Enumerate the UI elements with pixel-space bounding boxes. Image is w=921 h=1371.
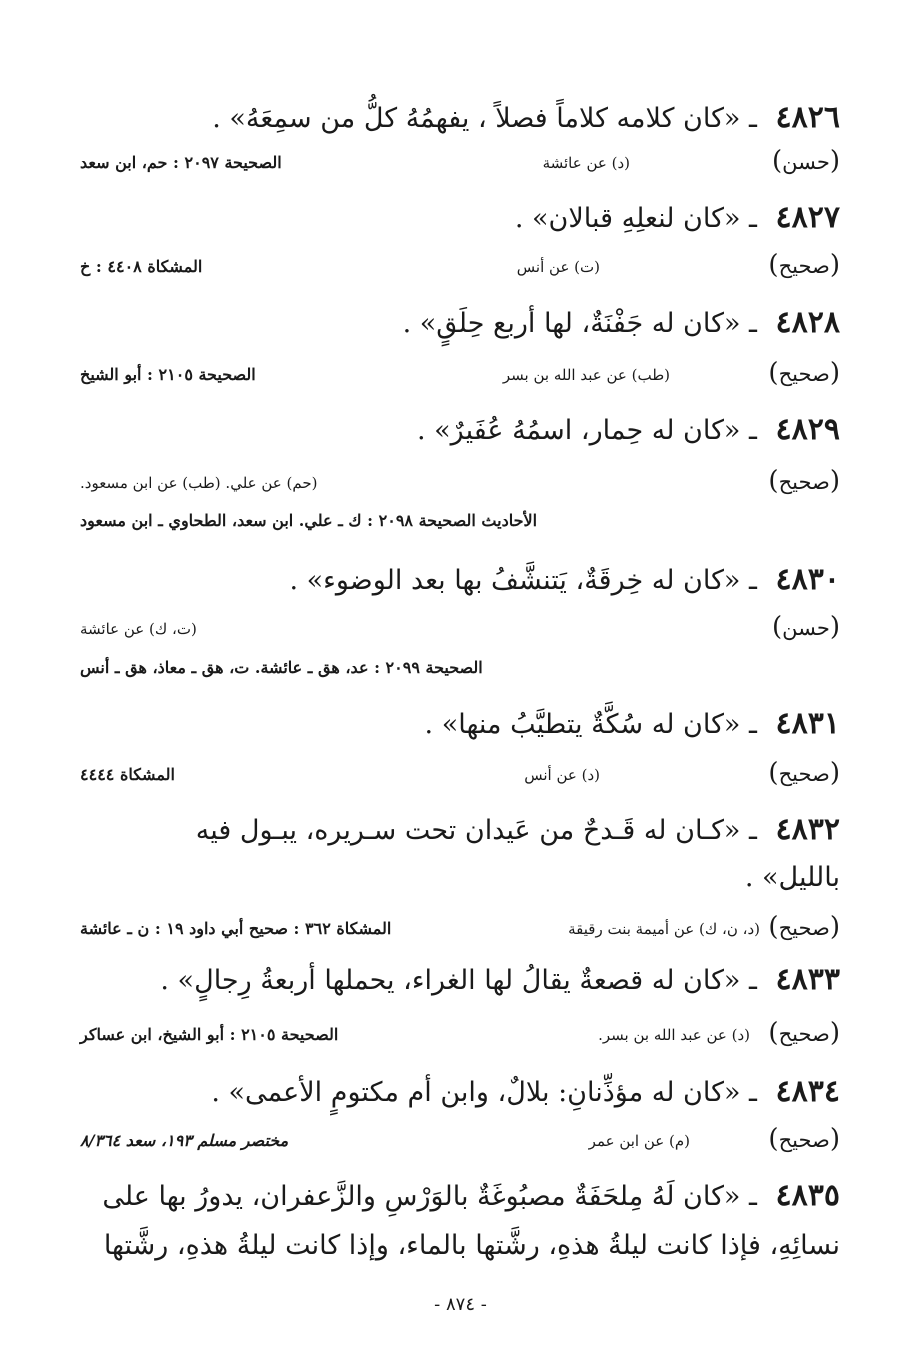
hadith-matn: ـ «كان له قصعةٌ يقالُ لها الغراء، يحملها أربعةُ رِجالٍ» . [160, 965, 757, 996]
hadith-number: ٤٨٣٠ [775, 562, 840, 597]
reference-line-4830 [80, 653, 840, 683]
hadith-matn: ـ «كان له سُكَّةٌ يتطيَّبُ منها» . [424, 709, 757, 740]
grade-label: (حسن) [771, 146, 840, 176]
grade-text: صحيح [778, 362, 830, 386]
source-text: (ت، ك) عن عائشة [80, 620, 197, 638]
reference-text: الصحيحة ٢١٠٥ : أبو الشيخ، ابن عساكر [80, 1025, 339, 1044]
hadith-text-4827 [80, 200, 840, 237]
reference-line-4829 [80, 506, 840, 536]
reference-text: المشكاة ٤٤٠٨ : خ [80, 257, 203, 276]
hadith-text-4832 [80, 812, 840, 849]
reference-text: المشكاة ٤٤٤٤ [80, 765, 175, 784]
grade-text: صحيح [778, 1022, 830, 1046]
hadith-text-4830 [80, 562, 840, 599]
grade-text: صحيح [778, 762, 830, 786]
grade-line-4833 [80, 1020, 840, 1050]
reference-text: الصحيحة ٢٠٩٩ : عد، هق ـ عائشة. ت، هق ـ معاذ، هق ـ أنس [80, 658, 483, 677]
grade-label: (صحيح) [768, 758, 840, 788]
hadith-matn: ـ «كان له خِرقَةٌ، يَتنشَّفُ بها بعد الوضوء» . [289, 565, 757, 596]
hadith-number: ٤٨٣٤ [775, 1074, 840, 1109]
grade-label: (صحيح) [768, 1124, 840, 1154]
hadith-number: ٤٨٣١ [775, 706, 840, 741]
hadith-matn-continued: بالليل» . [744, 862, 840, 893]
hadith-text-4832-cont [80, 860, 840, 896]
hadith-matn: ـ «كان له مؤذِّنانِ: بلالٌ، وابن أم مكتومٍ الأعمى» . [211, 1077, 757, 1108]
hadith-number: ٤٨٢٨ [775, 305, 840, 340]
hadith-matn: ـ «كان له جَفْنَةٌ، لها أربع حِلَقٍ» . [402, 308, 757, 339]
hadith-matn: ـ «كان لنعلِهِ قبالان» . [514, 203, 757, 234]
grade-label: (صحيح) [768, 1018, 840, 1048]
hadith-matn: ـ «كان كلامه كلاماً فصلاً ، يفهمُهُ كلُّ من سمِعَهُ» . [212, 103, 757, 134]
grade-line-4827 [80, 252, 840, 282]
hadith-number: ٤٨٣٢ [775, 812, 840, 847]
grade-line-4832 [80, 914, 840, 944]
grade-text: حسن [782, 616, 830, 640]
grade-label: (صحيح) [768, 358, 840, 388]
grade-text: صحيح [778, 916, 830, 940]
hadith-text-4835-cont [80, 1228, 840, 1264]
hadith-number: ٤٨٢٩ [775, 412, 840, 447]
hadith-text-4834 [80, 1074, 840, 1111]
hadith-matn: ـ «كـان له قَـدحٌ من عَيدان تحت سـريره، يبـول فيه [195, 815, 757, 846]
hadith-number: ٤٨٣٥ [775, 1178, 840, 1213]
hadith-number: ٤٨٢٦ [775, 100, 840, 135]
reference-text: المشكاة ٣٦٢ : صحيح أبي داود ١٩ : ن ـ عائشة [80, 919, 392, 938]
source-text: (حم) عن علي. (طب) عن ابن مسعود. [80, 474, 318, 492]
grade-label: (صحيح) [768, 466, 840, 496]
grade-text: صحيح [778, 1128, 830, 1152]
source-text: (د) عن عائشة [542, 154, 630, 172]
book-page [80, 80, 840, 1320]
grade-label: (حسن) [771, 612, 840, 642]
reference-text: الأحاديث الصحيحة ٢٠٩٨ : ك ـ علي. ابن سعد، الطحاوي ـ ابن مسعود [80, 511, 538, 530]
source-text: (د) عن أنس [524, 766, 600, 784]
grade-label: (صحيح) [768, 250, 840, 280]
grade-line-4831 [80, 760, 840, 790]
hadith-matn: ـ «كان له حِمار، اسمُهُ عُفَيرٌ» . [417, 415, 757, 446]
grade-line-4829 [80, 468, 840, 498]
grade-label: (صحيح) [768, 912, 840, 942]
reference-text: الصحيحة ٢١٠٥ : أبو الشيخ [80, 365, 256, 384]
hadith-text-4826 [80, 100, 840, 137]
source-text: (م) عن ابن عمر [588, 1132, 690, 1150]
reference-text: مختصر مسلم ١٩٣، سعد ٨/٣٦٤ [80, 1131, 289, 1150]
grade-text: صحيح [778, 254, 830, 278]
reference-text: الصحيحة ٢٠٩٧ : حم، ابن سعد [80, 153, 282, 172]
source-text: (د) عن عبد الله بن بسر. [598, 1026, 750, 1044]
hadith-text-4831 [80, 706, 840, 743]
hadith-matn: ـ «كان لَهُ مِلحَفَةٌ مصبُوغَةٌ بالوَرْسِ والزَّعفران، يدورُ بها على [102, 1181, 757, 1212]
source-text: (د، ن، ك) عن أميمة بنت رقيقة [568, 920, 760, 938]
hadith-text-4828 [80, 305, 840, 342]
hadith-text-4829 [80, 412, 840, 449]
grade-text: حسن [782, 150, 830, 174]
source-text: (ت) عن أنس [516, 258, 600, 276]
grade-line-4828 [80, 360, 840, 390]
hadith-matn-continued: نسائِهِ، فإذا كانت ليلةُ هذهِ، رشَّتها بالماء، وإذا كانت ليلةُ هذهِ، رشَّتها [103, 1230, 840, 1261]
grade-line-4834 [80, 1126, 840, 1156]
hadith-text-4833 [80, 962, 840, 999]
grade-text: صحيح [778, 470, 830, 494]
hadith-number: ٤٨٢٧ [775, 200, 840, 235]
grade-line-4830 [80, 614, 840, 644]
page-number: - ٨٧٤ - [434, 1294, 487, 1315]
hadith-number: ٤٨٣٣ [775, 962, 840, 997]
hadith-text-4835 [80, 1178, 840, 1215]
grade-line-4826 [80, 148, 840, 178]
source-text: (طب) عن عبد الله بن بسر [502, 366, 670, 384]
